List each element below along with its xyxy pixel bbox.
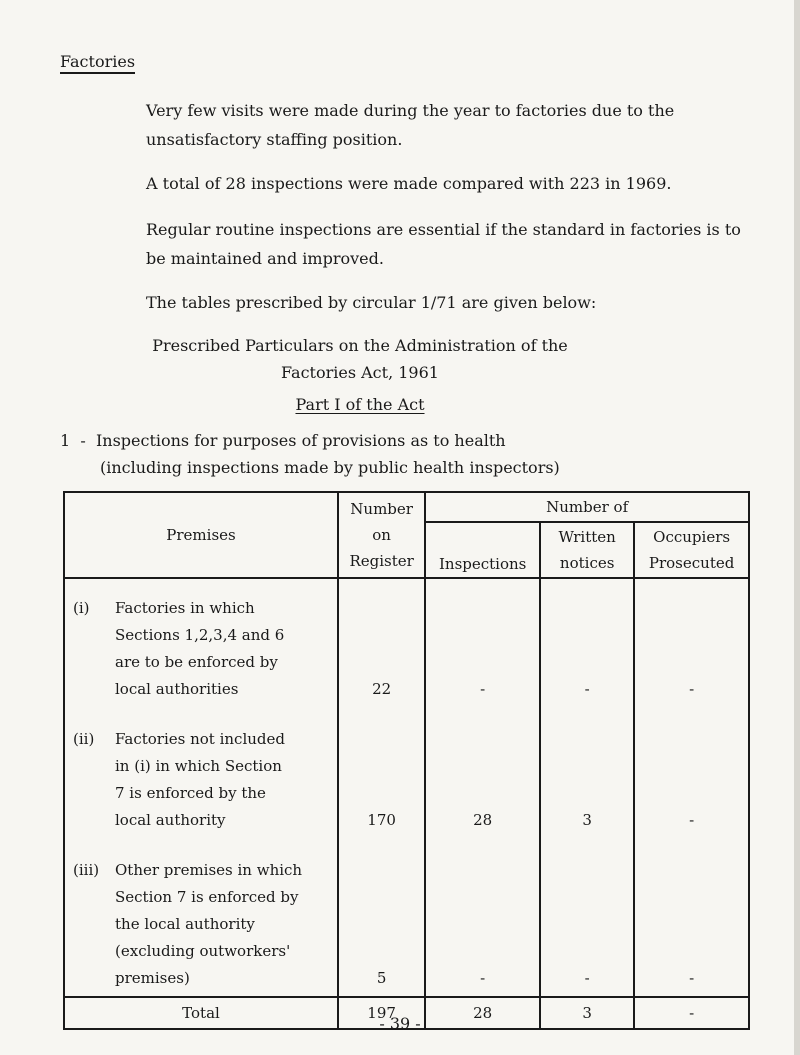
page-title: Factories (60, 52, 135, 74)
prosecuted-column: - - - (634, 578, 749, 997)
section-line1: Inspections for purposes of provisions as to health (95, 431, 506, 450)
register-value-3: 5 (376, 969, 387, 987)
inspections-column: - 28 - (425, 578, 540, 997)
paragraph-tables: The tables prescribed by circular 1/71 are given below: (146, 293, 597, 312)
register-value-2: 170 (367, 811, 396, 829)
total-prosecuted: - (634, 997, 749, 1029)
total-label: Total (64, 997, 338, 1029)
header-number-of: Number of (425, 492, 749, 522)
section-heading: 1 - Inspections for purposes of provisions as to health (including inspections made by public health inspectors) (60, 427, 560, 481)
notices-column: - 3 - (540, 578, 634, 997)
page-number: - 39 - (379, 1014, 421, 1033)
premises-row-1: (i) Factories in which Sections 1,2,3,4 and 6 are to be enforced by local authorities (73, 599, 285, 698)
header-row (64, 492, 749, 522)
subtitle-line2: Factories Act, 1961 (281, 363, 439, 382)
paragraph-total: A total of 28 inspections were made compared with 223 in 1969. (146, 174, 672, 193)
header-prosecuted: Occupiers Prosecuted (634, 522, 749, 578)
paragraph-routine: Regular routine inspections are essential if the standard in factories is to be maintained and improved. (146, 220, 741, 268)
section-number: 1 (60, 431, 71, 450)
inspections-table (63, 491, 750, 1030)
header-inspections: Inspections (425, 522, 540, 578)
total-register: 197 (338, 997, 425, 1029)
premises-row-2: (ii) Factories not included in (i) in which Section 7 is enforced by the local authority (73, 730, 285, 829)
section-line2: (including inspections made by public health inspectors) (100, 458, 560, 477)
register-value-1: 22 (372, 680, 392, 698)
register-column (338, 578, 425, 997)
header-notices: Written notices (540, 522, 634, 578)
premises-row-3: (iii) Other premises in which Section 7 is enforced by the local authority (excluding outworkers' premises) (73, 861, 303, 987)
header-premises: Premises (64, 492, 338, 578)
subtitle (60, 332, 660, 418)
page-edge (794, 0, 800, 1055)
paragraph-staffing: Very few visits were made during the year to factories due to the unsatisfactory staffing position. (146, 101, 675, 149)
subtitle-line1: Prescribed Particulars on the Administration of the (152, 336, 568, 355)
table-body (64, 578, 749, 997)
total-notices: 3 (540, 997, 634, 1029)
subtitle-part: Part I of the Act (295, 395, 425, 414)
total-inspections: 28 (425, 997, 540, 1029)
header-register: Number on Register (338, 492, 425, 578)
